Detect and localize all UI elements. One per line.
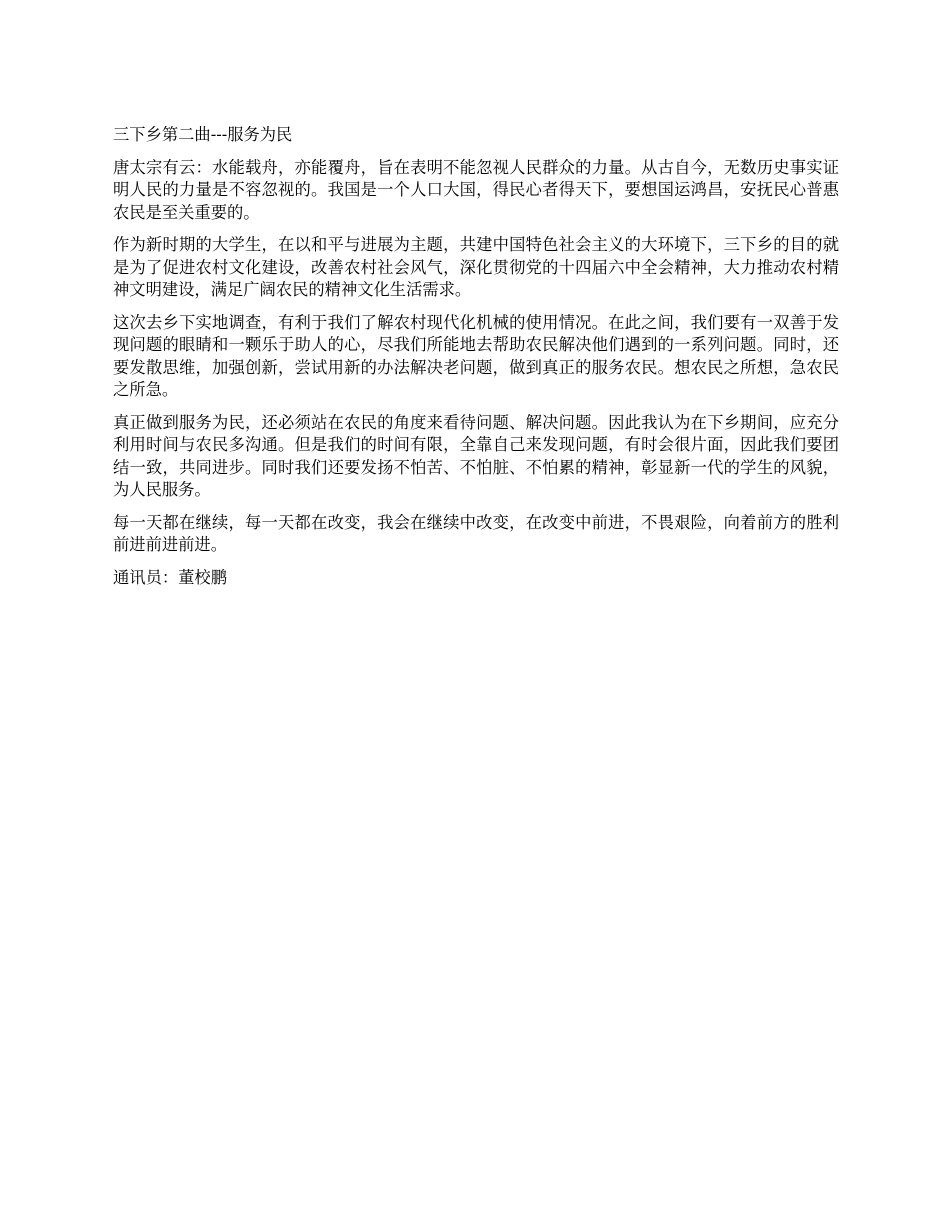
document-title: 三下乡第二曲---服务为民 (113, 125, 293, 144)
paragraph-4: 真正做到服务为民，还必须站在农民的角度来看待问题、解决问题。因此我认为在下乡期间，应充分利用时间与农民多沟通。但是我们的时间有限，全靠自己来发现问题，有时会很片面，因此我们要团结一致，共同进步。同时我们还要发扬不怕苦、不怕脏、不怕累的精神，彰显新一代的学生的风貌，为人民服务。 (113, 412, 839, 499)
correspondent-signature: 通讯员：董校鹏 (113, 567, 227, 587)
paragraph-5: 每一天都在继续，每一天都在改变，我会在继续中改变，在改变中前进，不畏艰险，向着前方的胜利前进前进前进。 (113, 512, 839, 554)
paragraph-3: 这次去乡下实地调查，有利于我们了解农村现代化机械的使用情况。在此之间，我们要有一双善于发现问题的眼睛和一颗乐于助人的心，尽我们所能地去帮助农民解决他们遇到的一系列问题。同时，还要发散思维，加强创新，尝试用新的办法解决老问题，做到真正的服务农民。想农民之所想，急农民之所急。 (113, 312, 839, 399)
paragraph-2: 作为新时期的大学生，在以和平与进展为主题，共建中国特色社会主义的大环境下，三下乡的目的就是为了促进农村文化建设，改善农村社会风气，深化贯彻党的十四届六中全会精神，大力推动农村精神文明建设，满足广阔农民的精神文化生活需求。 (113, 235, 839, 299)
document-page (113, 124, 839, 589)
paragraph-1: 唐太宗有云：水能载舟，亦能覆舟，旨在表明不能忽视人民群众的力量。从古自今，无数历史事实证明人民的力量是不容忽视的。我国是一个人口大国，得民心者得天下，要想国运鸿昌，安抚民心普惠农民是至关重要的。 (113, 157, 839, 222)
